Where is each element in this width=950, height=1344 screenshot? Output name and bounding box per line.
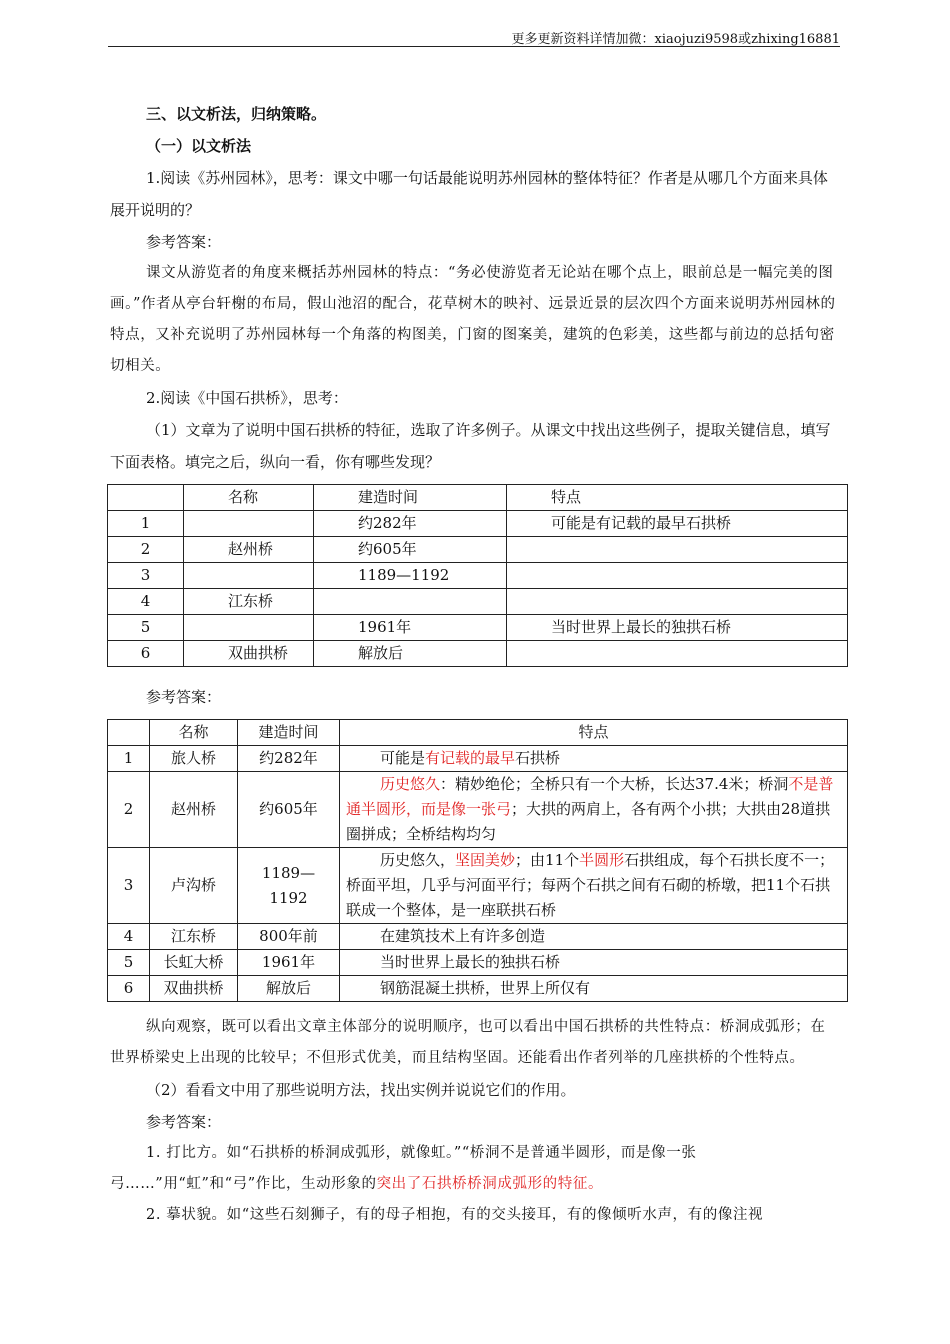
highlight-text: 有记载的最早 [425, 749, 516, 767]
table-cell: 当时世界上最长的独拱石桥 [507, 615, 848, 641]
table-cell [340, 772, 848, 848]
q2-sub1: （1）文章为了说明中国石拱桥的特征，选取了许多例子。从课文中找出这些例子，提取关键信息，填写下面表格。填完之后，纵向一看，你有哪些发现？ [110, 421, 831, 471]
table-cell [108, 485, 184, 511]
feature-text: 可能是 [380, 749, 426, 767]
table-cell: 可能是有记载的最早石拱桥 [507, 511, 848, 537]
table-header-row [108, 720, 848, 746]
table-row [108, 848, 848, 924]
table-cell: 5 [108, 950, 150, 976]
section-title: 三、以文析法，归纳策略。 [146, 105, 327, 123]
table-row [108, 950, 848, 976]
table-cell: 1 [108, 511, 184, 537]
table-cell: 在建筑技术上有许多创造 [340, 924, 848, 950]
table-row [108, 615, 848, 641]
table-cell [507, 537, 848, 563]
q2-answer-label: 参考答案： [146, 688, 222, 706]
table-row [108, 924, 848, 950]
table-cell: 江东桥 [184, 589, 314, 615]
table-cell: 约605年 [238, 772, 340, 848]
table-row [108, 589, 848, 615]
table-cell: 双曲拱桥 [150, 976, 238, 1002]
table-cell [340, 848, 848, 924]
table-row [108, 746, 848, 772]
table-cell: 1961年 [314, 615, 507, 641]
page-header [108, 24, 840, 47]
table-cell: 6 [108, 641, 184, 667]
table-cell [184, 615, 314, 641]
table-row [108, 537, 848, 563]
table-row [108, 563, 848, 589]
table-cell [340, 746, 848, 772]
document-body [110, 98, 840, 1231]
subsection-title: （一）以文析法 [146, 137, 252, 155]
table-cell [507, 563, 848, 589]
table-header-row [108, 485, 848, 511]
table-row [108, 641, 848, 667]
table-cell: 4 [108, 924, 150, 950]
table-cell: 双曲拱桥 [184, 641, 314, 667]
blank-table [107, 484, 848, 667]
q1-question: 1.阅读《苏州园林》，思考：课文中哪一句话最能说明苏州园林的整体特征？作者是从哪几个方面来具体展开说明的？ [110, 169, 828, 219]
table-cell: 1189—1192 [314, 563, 507, 589]
table-cell: 当时世界上最长的独拱石桥 [340, 950, 848, 976]
table-cell: 长虹大桥 [150, 950, 238, 976]
table-cell: 约282年 [314, 511, 507, 537]
highlight-text: 坚固美妙 [455, 851, 516, 869]
table-cell: 3 [108, 563, 184, 589]
table-cell: 1189—1192 [238, 848, 340, 924]
table-cell: 特点 [340, 720, 848, 746]
table-cell: 4 [108, 589, 184, 615]
table-cell: 赵州桥 [150, 772, 238, 848]
feature-text: 历史悠久， [380, 851, 456, 869]
table-cell: 特点 [507, 485, 848, 511]
table-cell: 5 [108, 615, 184, 641]
feature-text: ；大拱的两肩上，各有两个小拱；大拱由28道拱圈拼成；全桥结构均匀 [346, 800, 831, 843]
table-cell [184, 563, 314, 589]
method-1 [110, 1138, 840, 1200]
table-cell: 江东桥 [150, 924, 238, 950]
highlight-text: 不是普通半圆形，而是像一张弓 [346, 775, 834, 818]
q1-answer: 课文从游览者的角度来概括苏州园林的特点：“务必使游览者无论站在哪个点上，眼前总是一幅完美的图画。”作者从亭台轩榭的布局，假山池沼的配合，花草树木的映衬、远景近景的层次四个方面来说明苏州园林的特点，又补充说明了苏州园林每一个角落的构图美，门窗的图案美，建筑的色彩美，这些都与前边的总括句密切相关。 [110, 265, 836, 374]
table-cell: 1961年 [238, 950, 340, 976]
table-cell: 1 [108, 746, 150, 772]
table-cell: 建造时间 [238, 720, 340, 746]
method-2: 2. 摹状貌。如“这些石刻狮子，有的母子相抱，有的交头接耳，有的像倾听水声，有的像注视 [146, 1207, 764, 1223]
table-cell: 解放后 [314, 641, 507, 667]
table-cell: 2 [108, 772, 150, 848]
table-cell: 6 [108, 976, 150, 1002]
table-cell: 3 [108, 848, 150, 924]
q2-sub2: （2）看看文中用了那些说明方法，找出实例并说说它们的作用。 [146, 1081, 576, 1099]
method-1-highlight: 突出了石拱桥桥洞成弧形的特征。 [376, 1176, 604, 1192]
table-cell: 赵州桥 [184, 537, 314, 563]
table-cell: 约605年 [314, 537, 507, 563]
q2-title: 2.阅读《中国石拱桥》，思考： [146, 389, 348, 407]
table-cell: 名称 [150, 720, 238, 746]
table-cell: 名称 [184, 485, 314, 511]
feature-text: ；由11个 [515, 851, 580, 869]
table-cell [507, 641, 848, 667]
table-cell [184, 511, 314, 537]
table-row [108, 772, 848, 848]
table-cell: 钢筋混凝土拱桥，世界上所仅有 [340, 976, 848, 1002]
method-1-text: 1. 打比方。如“石拱桥的桥洞成弧形，就像虹。”“桥洞不是普通半圆形，而是像一张弓……”用“虹”和“弓”作比，生动形象的 [110, 1145, 697, 1192]
feature-text: ：精妙绝伦；全桥只有一个大桥，长达37.4米；桥洞 [440, 775, 789, 793]
header-text: 更多更新资料详情加微：xiaojuzi9598或zhixing16881 [511, 32, 840, 47]
table-cell: 800年前 [238, 924, 340, 950]
feature-text: 石拱组成，每个石拱长度不一；桥面平坦，几乎与河面平行；每两个石拱之间有石砌的桥墩，把11个石拱联成一个整体，是一座联拱石桥 [346, 851, 835, 919]
table-cell: 旅人桥 [150, 746, 238, 772]
table-cell [507, 589, 848, 615]
table-row [108, 976, 848, 1002]
feature-text: 石拱桥 [515, 749, 561, 767]
highlight-text: 历史悠久 [380, 775, 441, 793]
table-cell: 解放后 [238, 976, 340, 1002]
q2-answer-label-2: 参考答案： [146, 1113, 222, 1131]
table-row [108, 511, 848, 537]
table-cell: 2 [108, 537, 184, 563]
table-cell: 约282年 [238, 746, 340, 772]
table-cell: 建造时间 [314, 485, 507, 511]
q1-answer-label: 参考答案： [146, 233, 222, 251]
table-cell: 卢沟桥 [150, 848, 238, 924]
table-cell [314, 589, 507, 615]
observation: 纵向观察，既可以看出文章主体部分的说明顺序，也可以看出中国石拱桥的共性特点：桥洞成弧形；在世界桥梁史上出现的比较早；不但形式优美，而且结构坚固。还能看出作者列举的几座拱桥的个性特点。 [110, 1019, 826, 1066]
table-cell [108, 720, 150, 746]
highlight-text: 半圆形 [579, 851, 625, 869]
answer-table [107, 719, 848, 1002]
